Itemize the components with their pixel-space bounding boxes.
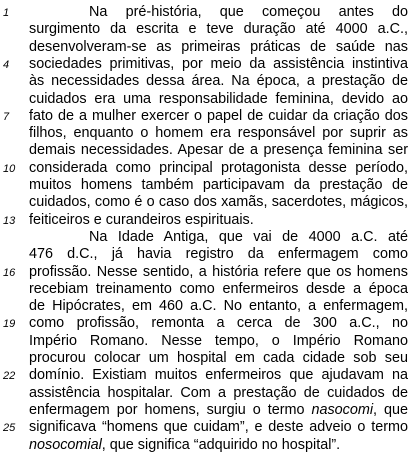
text-line [0,333,417,350]
text-line [0,21,417,38]
line-text-content: enfermagem por homens, surgiu o termo [29,401,312,418]
line-text [29,73,408,90]
italic-term: nosocomial [29,436,102,453]
line-text [29,246,408,263]
line-text [29,350,408,367]
line-text [29,160,408,177]
line-text-content: desenvolveram-se as primeiras práticas de saúde nas [29,38,408,55]
text-line [0,125,417,142]
line-text [29,298,408,315]
text-line [0,402,417,419]
italic-term: nasocomi [311,401,374,418]
line-text-content: Na pré-história, que começou antes do [89,4,408,20]
line-text [29,108,408,125]
line-number: 7 [3,110,10,123]
text-line [0,315,417,332]
line-text [89,229,408,246]
line-text-content: demais necessidades. Apesar de a presença feminina ser [29,142,408,159]
text-line [0,4,417,21]
line-text-tail: , que significa “adquirido no hospital”. [101,436,341,453]
text-line [0,56,417,73]
line-text-content: 476 d.C., já havia registro da enfermagem como [29,246,408,263]
text-line [0,350,417,367]
text-line [0,385,417,402]
line-text-content: cuidados era uma responsabilidade feminina, devido ao [29,90,408,107]
line-text [29,91,408,108]
text-line [0,212,417,229]
line-number: 4 [3,58,10,71]
line-text-content: significava “homens que cuidam”, e deste adveio o termo [29,419,408,436]
text-line [0,73,417,90]
line-text-content: fato de a mulher exercer o papel de cuidar da criação dos [29,107,408,124]
line-text [29,56,408,73]
line-text-tail: , que [373,401,408,418]
line-number: 1 [3,7,10,19]
text-line [0,39,417,56]
line-number: 10 [3,162,16,175]
line-text [29,385,408,402]
text-line [0,194,417,211]
line-text [29,437,408,454]
line-text [29,333,408,350]
line-text [29,21,408,38]
line-text-content: recebiam treinamento como enfermeiros desde a época [29,280,408,297]
line-text-content: de Hipócrates, em 460 a.C. No entanto, a enfermagem, [29,298,408,315]
line-text [29,177,408,194]
line-text-content: feiticeiros e curandeiros espirituais. [29,211,254,228]
line-text [29,402,408,419]
text-line [0,281,417,298]
line-text-content: cuidados, como é o caso dos xamãs, sacerdotes, mágicos, [29,194,408,211]
text-line [0,246,417,263]
text-line [0,108,417,125]
text-line [0,177,417,194]
line-text-content: procurou colocar um hospital em cada cidade sob seu [29,350,408,366]
line-number: 19 [3,318,16,331]
line-text-content: às necessidades dessa área. Na época, a prestação de [29,73,408,90]
text-line [0,229,417,246]
line-text [29,194,408,211]
line-text [29,367,408,384]
line-text [89,4,408,21]
line-text-content: muitos homens também participavam da prestação de [29,177,408,193]
line-text-content: filhos, enquanto o homem era responsável por suprir as [29,125,408,142]
line-number: 25 [3,422,16,435]
line-number: 16 [3,266,16,279]
line-text-content: Na Idade Antiga, que vai de 4000 a.C. até [89,228,408,245]
line-text-content: sociedades primitivas, por meio da assistência instintiva [29,55,408,72]
line-text-content: domínio. Existiam muitos enfermeiros que ajudavam na [29,367,408,384]
line-text [29,212,408,229]
line-text [29,419,408,436]
line-text [29,142,408,159]
text-line [0,419,417,436]
text-line [0,264,417,281]
line-text [29,125,408,142]
line-number: 13 [3,214,16,227]
text-line [0,142,417,159]
line-text [29,315,408,332]
line-text [29,281,408,298]
line-text [29,264,408,281]
text-line [0,298,417,315]
line-text [29,39,408,56]
text-line [0,367,417,384]
line-text-content: surgimento da escrita e teve duração até 4000 a.C., [29,21,408,38]
line-text-content: Império Romano. Nesse tempo, o Império Romano [29,332,408,349]
text-line [0,91,417,108]
line-text-content: assistência hospitalar. Com a prestação de cuidados de [29,384,408,401]
text-line [0,160,417,177]
line-text-content: considerada como principal protagonista desse período, [29,159,408,176]
line-text-content: profissão. Nesse sentido, a história refere que os homens [29,263,408,280]
text-line [0,437,417,454]
line-number: 22 [3,370,16,383]
line-text-content: como profissão, remonta a cerca de 300 a.C., no [29,315,408,332]
